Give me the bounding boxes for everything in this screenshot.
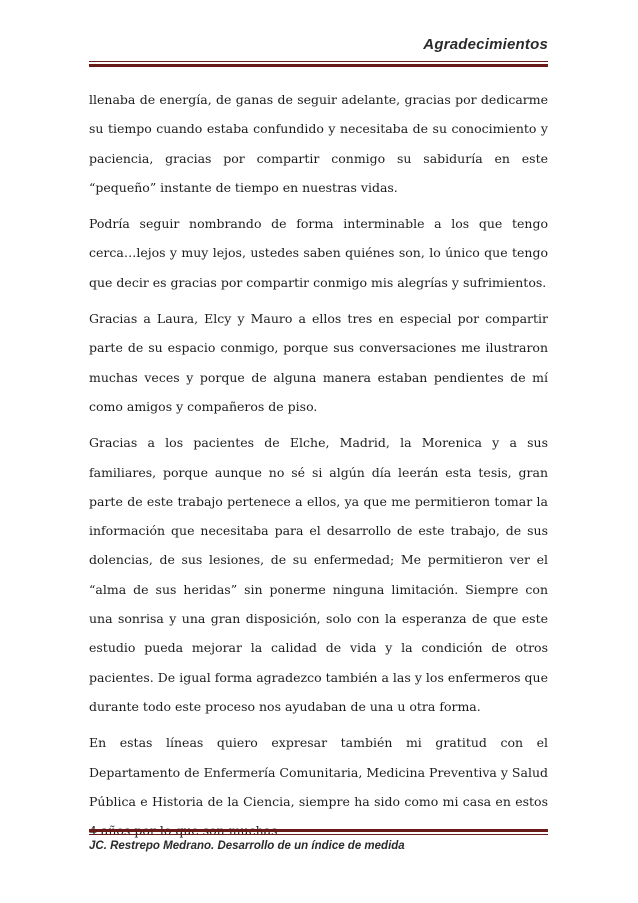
footer-title: JC. Restrepo Medrano. Desarrollo de un índice de medida <box>89 840 405 852</box>
footer-rule-thick <box>89 829 548 832</box>
paragraph-2: Podría seguir nombrando de forma interminable a los que tengo cerca…lejos y muy lejos, ustedes saben quiénes son, lo único que tengo que decir es gracias por compartir conmigo mis alegrías y sufrimientos. <box>89 216 548 290</box>
paragraph-4: Gracias a los pacientes de Elche, Madrid, la Morenica y a sus familiares, porque aunque no sé si algún día leerán esta tesis, gran parte de este trabajo pertenece a ellos, ya que me permitieron tomar la información que necesitaba para el desarrollo de este trabajo, de sus dolencias, de sus lesiones, de su enfermedad; Me permitieron ver el “alma de sus heridas” sin ponerme ninguna limitación. Siempre con una sonrisa y una gran disposición, solo con la esperanza de que este estudio pueda mejorar la calidad de vida y la condición de otros pacientes. De igual forma agradezco también a las y los enfermeros que durante todo este proceso nos ayudaban de una u otra forma. <box>89 435 548 714</box>
header-rule-thin <box>89 61 548 62</box>
paragraph-1: llenaba de energía, de ganas de seguir adelante, gracias por dedicarme su tiempo cuando estaba confundido y necesitaba de su conocimiento y paciencia, gracias por compartir conmigo su sabiduría en este “pequeño” instante de tiempo en nuestras vidas. <box>89 92 548 195</box>
header-title: Agradecimientos <box>423 36 548 53</box>
footer-rule-thin <box>89 834 548 835</box>
header-rule-thick <box>89 64 548 67</box>
paragraph-3: Gracias a Laura, Elcy y Mauro a ellos tres en especial por compartir parte de su espacio conmigo, porque sus conversaciones me ilustraron muchas veces y porque de alguna manera estaban pendientes de mí como amigos y compañeros de piso. <box>89 311 548 414</box>
body-text <box>89 85 548 852</box>
paragraph-5: En estas líneas quiero expresar también mi gratitud con el Departamento de Enfermería Comunitaria, Medicina Preventiva y Salud Pública e Historia de la Ciencia, siempre ha sido como mi casa en estos <box>89 735 548 809</box>
